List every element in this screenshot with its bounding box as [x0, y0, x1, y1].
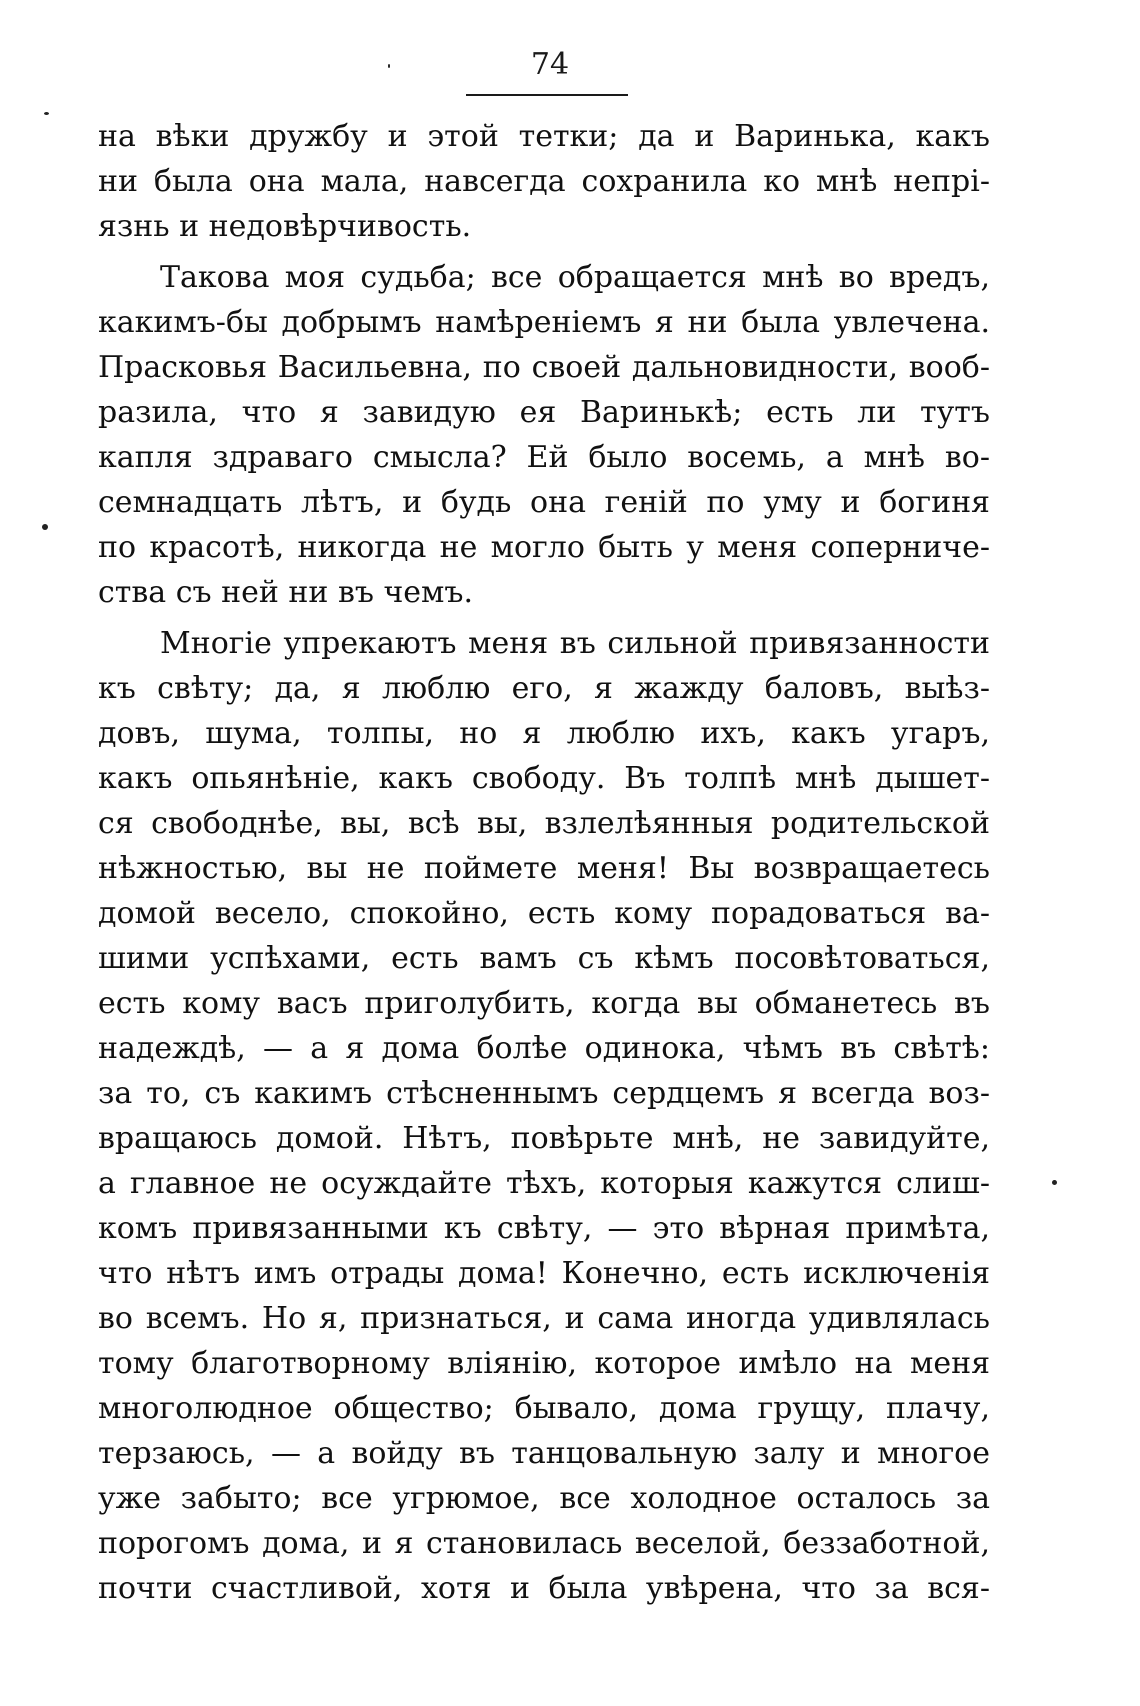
text-line: какъ опьянѣніе, какъ свободу. Въ толпѣ мнѣ дышет-: [98, 761, 990, 796]
text-line: ства съ ней ни въ чемъ.: [98, 575, 473, 610]
text-line: разила, что я завидую ея Варинькѣ; есть ли тутъ: [98, 395, 990, 430]
text-line: надеждѣ, — а я дома болѣе одинока, чѣмъ въ свѣтѣ:: [98, 1031, 990, 1066]
text-line: по красотѣ, никогда не могло быть у меня соперниче-: [98, 530, 990, 565]
text-line: ся свободнѣе, вы, всѣ вы, взлелѣянныя родительской: [98, 806, 990, 841]
scan-speck: [44, 112, 49, 115]
text-line: Такова моя судьба; все обращается мнѣ во вредъ,: [160, 260, 990, 295]
scan-speck: [388, 64, 390, 68]
text-line: шими успѣхами, есть вамъ съ кѣмъ посовѣтоваться,: [98, 941, 990, 976]
text-line: язнь и недовѣрчивость.: [98, 209, 472, 244]
text-line: есть кому васъ приголубить, когда вы обманетесь въ: [98, 986, 990, 1021]
page-number-rule: [466, 94, 628, 96]
text-line: ни была она мала, навсегда сохранила ко мнѣ непрі-: [98, 164, 990, 199]
text-line: довъ, шума, толпы, но я люблю ихъ, какъ угаръ,: [98, 716, 990, 751]
text-line: Прасковья Васильевна, по своей дальновидности, вооб-: [98, 350, 990, 385]
text-line: семнадцать лѣтъ, и будь она геній по уму и богиня: [98, 485, 990, 520]
text-line: вращаюсь домой. Нѣтъ, повѣрьте мнѣ, не завидуйте,: [98, 1121, 990, 1156]
text-line: комъ привязанными къ свѣту, — это вѣрная примѣта,: [98, 1211, 990, 1246]
text-line: нѣжностью, вы не поймете меня! Вы возвращаетесь: [98, 851, 990, 886]
text-line: домой весело, спокойно, есть кому порадоваться ва-: [98, 896, 990, 931]
text-line: уже забыто; все угрюмое, все холодное осталось за: [98, 1481, 990, 1516]
paragraph: [98, 114, 990, 249]
page-number: 74: [530, 47, 570, 82]
paragraph: [98, 621, 990, 1611]
text-line: терзаюсь, — а войду въ танцовальную залу и многое: [98, 1436, 990, 1471]
text-line: тому благотворному вліянію, которое имѣло на меня: [98, 1346, 990, 1381]
text-line: во всемъ. Но я, признаться, и сама иногда удивлялась: [98, 1301, 990, 1336]
text-line: что нѣтъ имъ отрады дома! Конечно, есть исключенія: [98, 1256, 990, 1291]
text-line: а главное не осуждайте тѣхъ, которыя кажутся слиш-: [98, 1166, 990, 1201]
scan-speck: [1052, 1180, 1057, 1185]
text-line: къ свѣту; да, я люблю его, я жажду баловъ, выѣз-: [98, 671, 990, 706]
paragraph: [98, 255, 990, 615]
scan-speck: [42, 524, 48, 530]
text-line: на вѣки дружбу и этой тетки; да и Варинька, какъ: [98, 119, 990, 154]
text-line: порогомъ дома, и я становилась веселой, беззаботной,: [98, 1526, 990, 1561]
text-line: многолюдное общество; бывало, дома грущу, плачу,: [98, 1391, 990, 1426]
text-line: почти счастливой, хотя и была увѣрена, что за вся-: [98, 1571, 990, 1606]
text-line: за то, съ какимъ стѣсненнымъ сердцемъ я всегда воз-: [98, 1076, 990, 1111]
text-line: капля здраваго смысла? Ей было восемь, а мнѣ во-: [98, 440, 990, 475]
text-line: какимъ-бы добрымъ намѣреніемъ я ни была увлечена.: [98, 305, 990, 340]
text-line: Многіе упрекаютъ меня въ сильной привязанности: [160, 626, 990, 661]
body-text: [98, 114, 990, 1611]
